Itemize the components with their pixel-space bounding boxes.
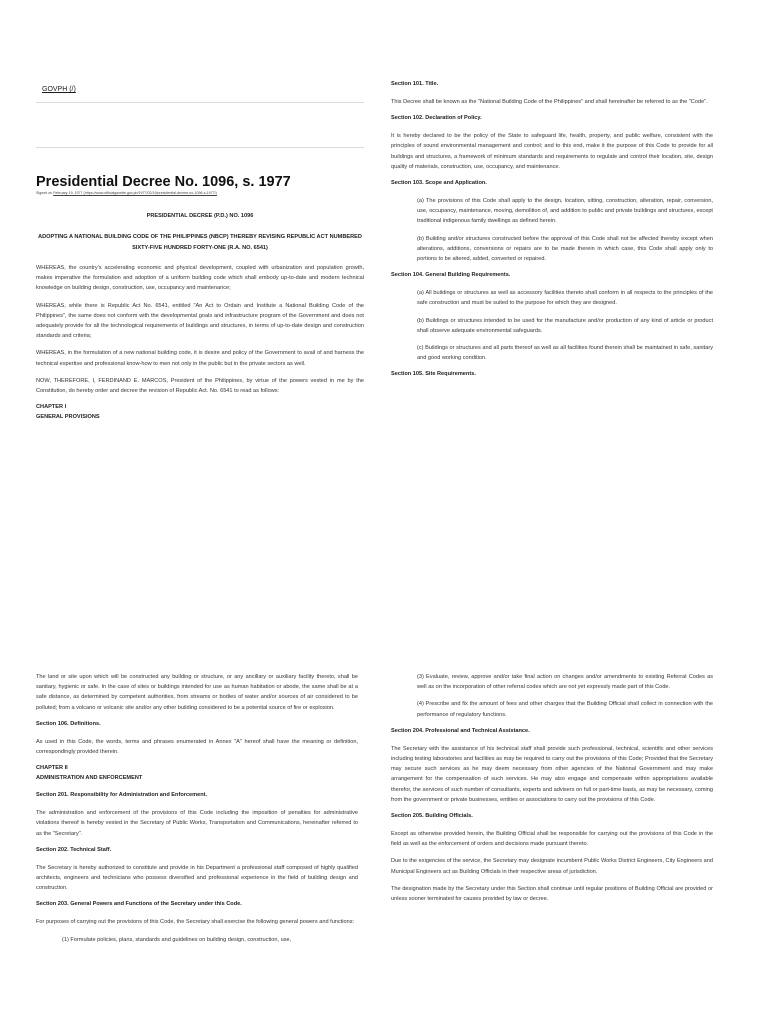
section-clause: (a) The provisions of this Code shall apply to the design, location, sitting, construction, alteration, repair, conversion, use, occupancy, maintenance, moving, demolition of, and addition to public and private buildings and structures, except traditional indigenous family dwellings as defined herein. bbox=[417, 198, 713, 225]
section-heading: Section 101. Title. bbox=[391, 81, 439, 87]
signed-date-link[interactable]: February 19, 1977 bbox=[53, 191, 83, 195]
chapter-number: CHAPTER II bbox=[36, 765, 68, 772]
section-clause: (c) Buildings or structures and all parts thereof as well as all facilities found therein shall be maintained in safe, sanitary and good working condition. bbox=[417, 345, 713, 362]
page-1-right-column bbox=[391, 60, 713, 530]
chapter-title: ADMINISTRATION AND ENFORCEMENT bbox=[36, 775, 143, 782]
signed-line bbox=[36, 191, 364, 196]
section-heading: Section 201. Responsibility for Administration and Enforcement. bbox=[36, 792, 208, 799]
section-text: It is hereby declared to be the policy of the State to safeguard life, health, property, and public welfare, consistent with the principles of sound environmental management and control; and to this end, make it the purpose of this Code to provide for all buildings and structures, a framework of minimum standards and requirements to regulate and control their location, site, design quality of materials, construction, use, occupancy, and maintenance. bbox=[391, 133, 713, 170]
section-heading: Section 103. Scope and Application. bbox=[391, 180, 487, 187]
page-1-left-column bbox=[36, 60, 364, 530]
chapter-number: CHAPTER I bbox=[36, 404, 67, 411]
section-text: As used in this Code, the words, terms and phrases enumerated in Annex "A" hereof shall have the meaning or definition, correspondingly provided therein. bbox=[36, 738, 358, 756]
section-heading: Section 102. Declaration of Policy. bbox=[391, 115, 482, 122]
section-text: The land or site upon which will be constructed any building or structure, or any ancillary or auxiliary facility thereto, shall be sanitary, hygienic or safe. In the case of sites or buildings intended for use as human habitation or abode, the same shall be at a safe distance, as determined by competent authorities, from streams or bodies of water and/or sources of air considered to be polluted; from a volcano or volcanic site and/or any other building considered to be a potential source of fire or explosion. bbox=[36, 674, 358, 711]
section-clause: (b) Building and/or structures constructed before the approval of this Code shall not be affected thereby except when alterations, additions, conversions or repairs are to be made therein in which case, this Code shall apply only to portions to be altered, added, converted or repaired. bbox=[417, 235, 713, 263]
section-text: The administration and enforcement of the provisions of this Code including the imposition of penalties for administrative violations thereof is hereby vested in the Secretary of Public Works, Transportation and Communications, hereinafter referred to as the "Secretary". bbox=[36, 810, 358, 837]
section-heading: Section 204. Professional and Technical Assistance. bbox=[391, 727, 530, 734]
page-2-left-column bbox=[36, 672, 358, 1024]
section-text: The designation made by the Secretary under this Section shall continue until regular positions of Building Official are provided or unless sooner terminated for causes provided by law or decree. bbox=[391, 885, 713, 903]
whereas-paragraph: WHEREAS, while there is Republic Act No. 6541, entitled "An Act to Ordain and Institute a National Building Code of the Philippines", the same does not conform with the developmental goals and infrastructure program of the Government and does not adequately provide for all the technological requirements of buildings and structures, in terms of up-to-date design and construction standards and criteria; bbox=[36, 302, 364, 340]
section-text: Due to the exigencies of the service, the Secretary may designate incumbent Public Works District Engineers, City Engineers and Municipal Engineers act as Building Officials in their respective areas of jurisdiction. bbox=[391, 858, 713, 875]
section-text: The Secretary is hereby authorized to constitute and provide in his Department a professional staff composed of highly qualified architects, engineers and technicians who possess diversified and professional experience in the field of building design and construction. bbox=[36, 864, 358, 892]
section-heading: Section 105. Site Requirements. bbox=[391, 371, 476, 378]
section-clause: (a) All buildings or structures as well as accessory facilities thereto shall conform in all respects to the principles of the safe construction and must be suited to the purpose for which they are designed. bbox=[417, 290, 713, 307]
section-text: Except as otherwise provided herein, the Building Official shall be responsible for carrying out the provisions of this Code in the field as well as the enforcement of orders and decisions made pursuant thereto. bbox=[391, 831, 713, 848]
section-text: The Secretary with the assistance of his technical staff shall provide such professional, technical, scientific and other services including testing laboratories and facilities as may be required to carry out the provisions of this Code; Provided that the Secretary may secure such services as he may deem necessary from other agencies of the National Government and may make arrangement for the compensation of such services. He may also engage and compensate within appropriations available therefor, the services of such number of consultants, experts and advisers on full or part-time basis, as may be necessary, coming from the government or private businesses, entities or associations to carry out the provisions of this Code. bbox=[391, 745, 713, 803]
chapter-title: GENERAL PROVISIONS bbox=[36, 414, 100, 421]
whereas-paragraph: WHEREAS, the country's accelerating economic and physical development, coupled with urbanization and population growth, makes imperative the formulation and adoption of a uniform building code which shall embody up-to-date and modern technical knowledge on building design, construction, use, occupancy and maintenance; bbox=[36, 265, 364, 292]
decree-caption: PRESIDENTIAL DECREE (P.D.) NO. 1096 bbox=[146, 213, 254, 219]
divider bbox=[36, 102, 364, 103]
section-heading: Section 205. Building Officials. bbox=[391, 813, 473, 820]
section-heading: Section 202. Technical Staff. bbox=[36, 846, 112, 853]
section-clause: (4) Prescribe and fix the amount of fees and other charges that the Building Official shall collect in connection with the performance of regulatory functions. bbox=[417, 701, 713, 718]
section-heading: Section 106. Definitions. bbox=[36, 720, 101, 727]
govph-link[interactable]: GOVPH (/) bbox=[42, 86, 76, 93]
page-2-right-column bbox=[391, 672, 713, 1024]
whereas-paragraph: WHEREAS, in the formulation of a new national building code, it is desire and policy of the Government to avail of and harness the technical expertise and professional know-how to men not only in the public but in the private sectors as well. bbox=[36, 350, 364, 367]
divider bbox=[36, 147, 364, 148]
section-clause: (1) Formulate policies, plans, standards and guidelines on building design, construction, use, bbox=[62, 936, 292, 943]
decree-subcaption: ADOPTING A NATIONAL BUILDING CODE OF THE PHILIPPINES (NBCP) THEREBY REVISING REPUBLIC ACT NUMBERED SIXTY-FIVE HUNDRED FORTY-ONE (R.A. NO. 6541) bbox=[38, 234, 362, 251]
section-clause: (3) Evaluate, review, approve and/or take final action on changes and/or amendments to existing Referral Codes as well as on the incorporation of other referral codes which are not yet expressly made part of this Code. bbox=[417, 674, 713, 691]
section-text: For purposes of carrying out the provisions of this Code, the Secretary shall exercise the following general powers and functions: bbox=[36, 919, 355, 926]
document-title: Presidential Decree No. 1096, s. 1977 bbox=[36, 174, 291, 190]
section-heading: Section 104. General Building Requirements. bbox=[391, 272, 511, 279]
now-therefore-paragraph: NOW, THEREFORE, I, FERDINAND E. MARCOS, President of the Philippines, by virtue of the powers vested in me by the Constitution, do hereby order and decree the revision of Republic Act. No. 6541 to read as follows: bbox=[36, 377, 364, 395]
section-text: This Decree shall be known as the "National Building Code of the Philippines" and shall hereinafter be referred to as the "Code". bbox=[391, 99, 708, 105]
signed-prefix: Signed on bbox=[36, 191, 54, 195]
signed-url[interactable]: (https://www.officialgazette.gov.ph/1977/02/19/presidential-decree-no-1096-s-1977/) bbox=[82, 191, 217, 195]
section-clause: (b) Buildings or structures intended to be used for the manufacture and/or production of any kind of article or product shall observe adequate environmental safeguards. bbox=[417, 317, 713, 334]
section-heading: Section 203. General Powers and Functions of the Secretary under this Code. bbox=[36, 901, 242, 908]
